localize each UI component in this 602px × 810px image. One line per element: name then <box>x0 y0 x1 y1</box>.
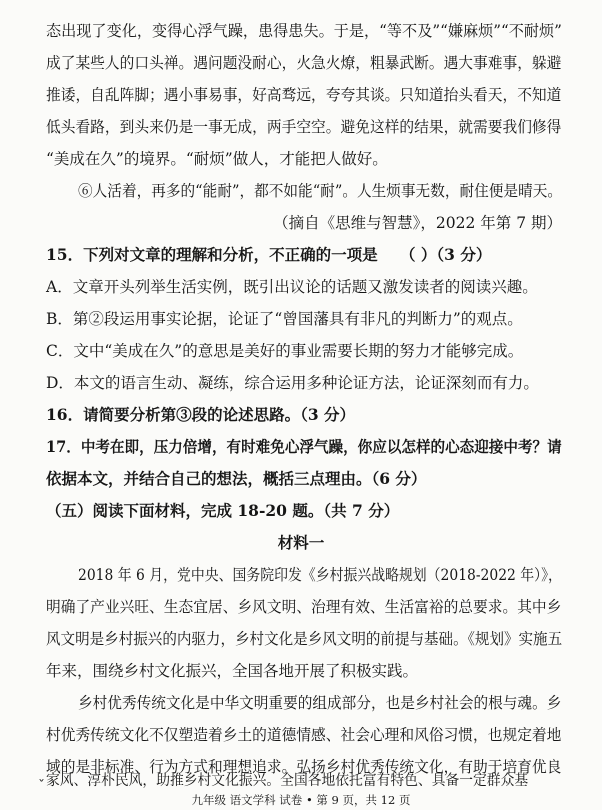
option-d: D．本文的语言生动、凝练，综合运用多种论证方法，论证深刻而有力。 <box>46 374 539 392</box>
material-1-title: 材料一 <box>277 533 325 552</box>
page-footer: 九年级 语文学科 试卷 • 第 9 页，共 12 页 <box>191 793 411 807</box>
text-line: “美成在久”的境界。“耐烦”做人，才能把人做好。 <box>46 150 388 168</box>
answer-blank: （ ）（3 分） <box>400 245 492 264</box>
section-5-heading: （五）阅读下面材料，完成 18-20 题。（共 7 分） <box>46 501 400 520</box>
option-b: B．第②段运用事实论据，论证了“曾国藩具有非凡的判断力”的观点。 <box>46 310 523 328</box>
text-line: 低头看路，到头来仍是一事无成，两手空空。避免这样的结果，就需要我们修得 <box>46 118 562 136</box>
source-citation: （摘自《思维与智慧》，2022 年第 7 期） <box>273 214 562 232</box>
text-line: 村优秀传统文化不仅塑造着乡土的道德情感、社会心理和风俗习惯，也规定着地 <box>46 726 562 744</box>
text-line: 乡村优秀传统文化是中华文明重要的组成部分，也是乡村社会的根与魂。乡 <box>78 694 562 712</box>
option-a: A．文章开头列举生活实例，既引出议论的话题又激发读者的阅读兴趣。 <box>46 278 538 296</box>
text-line: 态出现了变化，变得心浮气躁，患得患失。于是，“等不及”“嫌麻烦”“不耐烦” <box>46 22 562 40</box>
question-15-stem: 15．下列对文章的理解和分析，不正确的一项是 <box>46 245 378 264</box>
text-line: 域的是非标准、行为方式和理想追求。弘扬乡村优秀传统文化，有助于培育优良 <box>46 758 562 776</box>
question-16: 16．请简要分析第③段的论述思路。（3 分） <box>46 405 356 424</box>
text-line: 风文明是乡村振兴的内驱力，乡村文化是乡风文明的前提与基础。《规划》实施五 <box>46 630 563 648</box>
corner-mark: ˇ <box>38 778 45 794</box>
text-line: 家风、淳朴民风，助推乡村文化振兴。全国各地依托富有特色、具备一定群众基 <box>46 773 529 789</box>
question-17: 17．中考在即，压力倍增，有时难免心浮气躁，你应以怎样的心态迎接中考？请 <box>46 437 562 456</box>
option-c: C．文中“美成在久”的意思是美好的事业需要长期的努力才能够完成。 <box>46 342 524 360</box>
question-17-cont: 依据本文，并结合自己的想法，概括三点理由。（6 分） <box>46 469 427 488</box>
text-line: 2018 年 6 月，党中央、国务院印发《乡村振兴战略规划（2018-2022 年）》， <box>78 566 562 584</box>
text-line: 年来，围绕乡村文化振兴，全国各地开展了积极实践。 <box>46 662 419 680</box>
text-line: 推诿，自乱阵脚；遇小事易事，好高骛远，夸夸其谈。只知道抬头看天，不知道 <box>46 86 562 104</box>
text-line: 明确了产业兴旺、生态宜居、乡风文明、治理有效、生活富裕的总要求。其中乡 <box>46 598 562 616</box>
paragraph-6: ⑥人活着，再多的“能耐”，都不如能“耐”。人生烦事无数，耐住便是晴天。 <box>78 182 563 200</box>
text-line: 成了某些人的口头禅。遇问题没耐心，火急火燎，粗暴武断。遇大事难事，躲避 <box>46 54 562 72</box>
